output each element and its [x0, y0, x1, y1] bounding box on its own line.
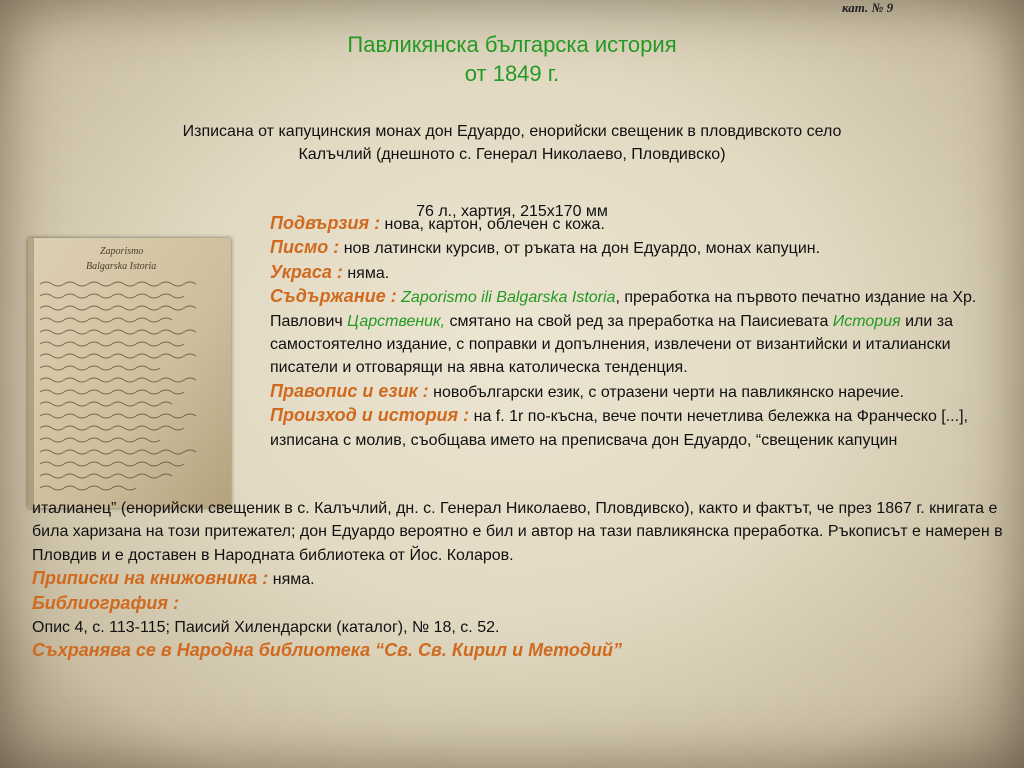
manuscript-title-1: Zaporismo	[100, 246, 144, 257]
orthography-row	[270, 380, 1015, 404]
content-work-title: Zaporismo ili Balgarska Istoria	[401, 289, 616, 307]
scribe-notes-row	[32, 567, 1007, 591]
manuscript-handwriting	[28, 238, 231, 508]
bibliography-text: Опис 4, с. 113-115; Паисий Хилендарски (каталог), № 18, с. 52.	[32, 619, 500, 637]
provenance-row	[270, 404, 1015, 452]
bibliography-label: Библиография :	[32, 592, 179, 613]
intro-line-1: Изписана от капуцинския монах дон Едуардо, енорийски свещеник в пловдивското село	[182, 123, 842, 140]
description-main	[270, 212, 1015, 452]
decoration-text: няма.	[342, 264, 390, 282]
content-text-2: смятано на свой ред за преработка на Паисиевата	[445, 312, 833, 330]
provenance-label: Произход и история :	[270, 405, 470, 426]
provenance-continued: италианец” (енорийски свещеник в с. Калъчлий, дн. с. Генерал Николаево, Пловдивско), както и фактът, че през 1867 г. книгата е била харизана на този притежател; дон Едуардо вероятно е бил и автор на тази павликянска преработка. Ръкописът е намерен в Пловдив и е доставен в Народната библиотека от Йос. Коларов.	[32, 500, 1003, 564]
scribe-notes-text: няма.	[268, 571, 315, 589]
binding-label: Подвързия :	[270, 213, 381, 233]
content-text-3: или за самостоятелно издание, с поправки и допълнения, извлечени от византийски и италиански писатели и отговарящи на явна католическа тенденция.	[270, 312, 953, 377]
script-text: нов латински курсив, от ръката на дон Едуардо, монах капуцин.	[339, 240, 821, 258]
orthography-text: новобългарски език, с отразени черти на павликянско наречие.	[428, 383, 904, 401]
page-title	[0, 30, 1024, 88]
orthography-label: Правопис и език :	[270, 380, 429, 401]
bibliography-label-row	[32, 592, 1007, 616]
content-ref-tsarstvenik: Царственик,	[347, 312, 446, 330]
decoration-row	[270, 261, 1015, 285]
content-ref-istoriya: История	[832, 312, 901, 330]
physical-format: 76 л., хартия, 215х170 мм	[416, 203, 608, 220]
content-label: Съдържание :	[270, 286, 397, 307]
content-row	[270, 285, 1015, 380]
catalog-number: кат. № 9	[842, 0, 894, 15]
intro-line-2: Калъчлий (днешното с. Генерал Николаево, Пловдивско)	[298, 146, 726, 163]
manuscript-title-2: Balgarska Istoria	[86, 261, 157, 272]
binding-text: нова, картон, облечен с кожа.	[380, 216, 605, 233]
binding-row	[270, 212, 1015, 236]
provenance-text: на f. 1r по-късна, вече почти нечетлива бележка на Франческо [...], изписана с молив, съобщава името на преписвача дон Едуардо, “свещеник капуцин	[270, 408, 968, 449]
title-line-1: Павликянска българска история	[347, 32, 677, 57]
manuscript-photo	[28, 238, 231, 508]
scribe-notes-label: Приписки на книжовника :	[32, 568, 269, 589]
decoration-label: Украса :	[270, 261, 343, 282]
intro-description	[60, 120, 964, 166]
script-label: Писмо :	[270, 237, 340, 258]
content-text-1: , преработка на първото печатно издание на Хр. Павлович	[270, 289, 977, 330]
description-bottom	[32, 497, 1007, 664]
title-line-2: от 1849 г.	[464, 61, 560, 86]
storage-row	[32, 639, 1007, 663]
storage-location: Съхранява се в Народна библиотека “Св. Св. Кирил и Методий”	[32, 640, 623, 661]
script-row	[270, 236, 1015, 260]
